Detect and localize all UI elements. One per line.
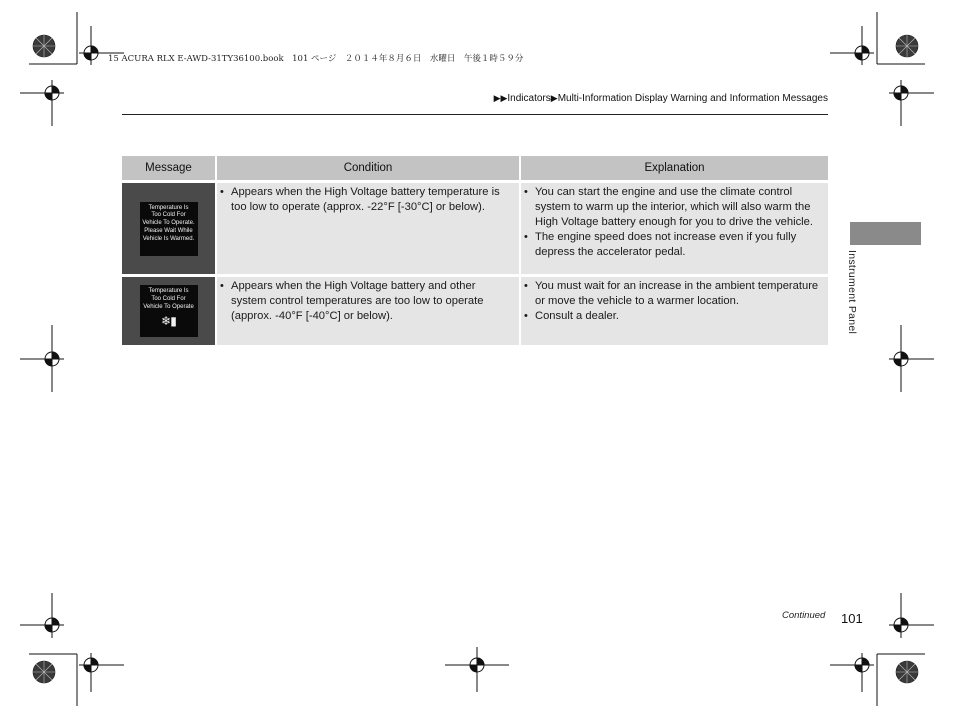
condition-cell	[215, 180, 519, 274]
double-arrow-icon: ▶▶	[493, 93, 508, 103]
breadcrumb-section: Indicators	[507, 93, 551, 104]
print-file-header: 15 ACURA RLX E-AWD-31TY36100.book 101 ページ ２０１４年８月６日 水曜日 午後１時５９分	[108, 54, 524, 64]
explanation-item: • The engine speed does not increase even if you fully depress the accelerator pedal.	[535, 230, 820, 260]
explanation-cell	[519, 274, 828, 345]
snowflake-battery-icon: ❄▮	[161, 314, 176, 329]
page-number: 101	[841, 611, 863, 626]
table-row	[122, 180, 828, 274]
chapter-tab	[850, 222, 921, 245]
display-line: Temperature Is	[148, 204, 189, 211]
message-table	[122, 156, 828, 345]
breadcrumb	[494, 93, 828, 104]
header-explanation: Explanation	[519, 156, 828, 180]
condition-item: • Appears when the High Voltage battery temperature is too low to operate (approx. -22°F [-30°C] or below).	[231, 185, 511, 215]
continued-label: Continued	[782, 610, 826, 621]
explanation-item: • You must wait for an increase in the ambient temperature or move the vehicle to a warmer location.	[535, 279, 820, 309]
display-screen-image	[140, 285, 198, 337]
explanation-item: • Consult a dealer.	[535, 309, 820, 324]
chapter-label: Instrument Panel	[846, 250, 858, 335]
header-message: Message	[122, 156, 215, 180]
table-row	[122, 274, 828, 345]
explanation-cell	[519, 180, 828, 274]
condition-cell	[215, 274, 519, 345]
display-line: Too Cold For	[151, 295, 186, 302]
display-line: Vehicle Is Warmed.	[142, 235, 195, 242]
header-rule	[122, 114, 828, 115]
explanation-item: • You can start the engine and use the climate control system to warm up the interior, which will also warm the High Voltage battery enough for you to drive the vehicle.	[535, 185, 820, 230]
display-line: Temperature Is	[148, 288, 189, 294]
message-display-cell	[122, 180, 215, 274]
display-line: Vehicle To Operate.	[142, 220, 195, 227]
message-display-cell	[122, 274, 215, 345]
table-header-row	[122, 156, 828, 180]
arrow-separator-icon: ▶	[550, 93, 558, 103]
header-condition: Condition	[215, 156, 519, 180]
display-line: Please Wait While	[144, 227, 193, 234]
display-line: Vehicle To Operate	[143, 303, 194, 310]
display-screen-image	[140, 202, 198, 256]
condition-item: • Appears when the High Voltage battery and other system control temperatures are too low to operate (approx. -40°F [-40°C] or below).	[231, 279, 511, 324]
breadcrumb-subsection: Multi-Information Display Warning and Information Messages	[557, 93, 828, 104]
display-line: Too Cold For	[151, 212, 186, 219]
